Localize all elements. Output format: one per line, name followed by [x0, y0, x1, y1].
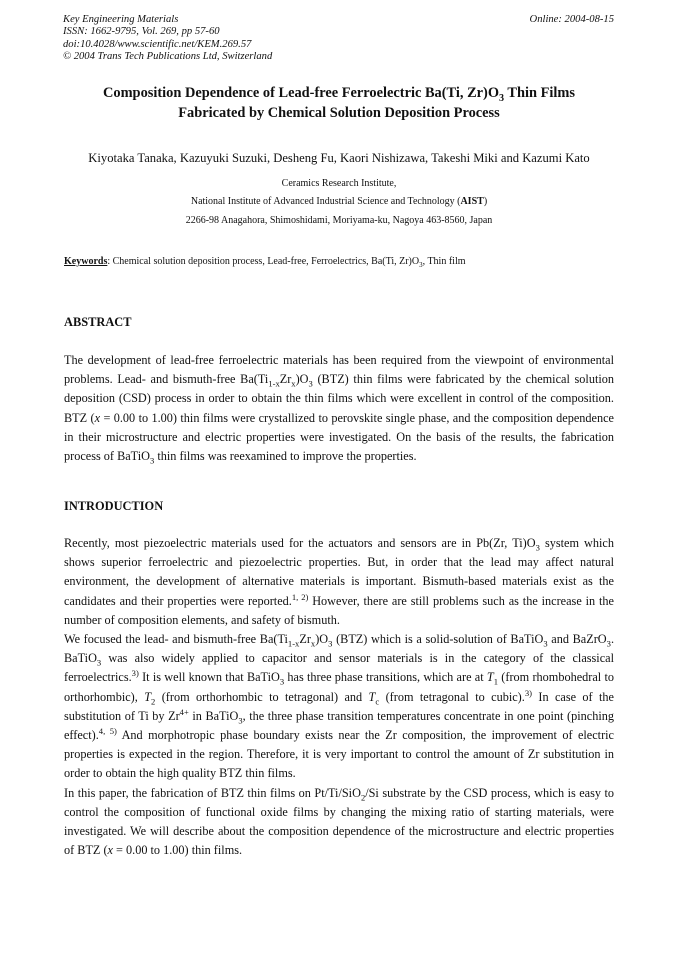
journal-name: Key Engineering Materials — [63, 14, 179, 25]
introduction-text — [64, 534, 614, 860]
copyright-line: © 2004 Trans Tech Publications Ltd, Switzerland — [63, 50, 273, 62]
issn-line: ISSN: 1662-9795, Vol. 269, pp 57-60 — [63, 26, 220, 38]
keywords-label: Keywords — [64, 256, 108, 267]
intro-paragraph-3: In this paper, the fabrication of BTZ thin films on Pt/Ti/SiO$_2$/Si substrate by the CSD process, which is easy to control the composition of functional oxide films by changing the mixing ratio of starting materials, were investigated. We will describe about the composition dependence of the microstructure and electric properties of BTZ (x = 0.00 to 1.00) thin films. — [64, 785, 614, 858]
abstract-text: The development of lead-free ferroelectric materials has been required from the viewpoint of environmental problems. Lead- and bismuth-free $Ba(Ti_{1-x}Zr_x)O_3$ (BTZ) thin films were fabricated by the chemical solution deposition (CSD) process in order to obtain the thin films which were excellent in control of the composition. BTZ (x = 0.00 to 1.00) thin films were crystallized to perovskite single phase, and the composition dependence in their microstructure and electric properties were investigated. On the basis of the results, the fabrication process of BaTiO$_3$ thin films was reexamined to improve the properties. — [64, 353, 615, 466]
keywords-line: Keywords: Chemical solution deposition process, Lead-free, Ferroelectrics, Ba(Ti, $Zr)O_3$, Thin film — [64, 256, 466, 269]
author-list: Kiyotaka Tanaka, Kazuyuki Suzuki, Desheng Fu, Kaori Nishizawa, Takeshi Miki and Kazumi Kato — [88, 151, 590, 165]
introduction-heading: INTRODUCTION — [64, 499, 164, 513]
abstract-heading: ABSTRACT — [64, 315, 132, 329]
journal-header — [63, 14, 614, 63]
intro-paragraph-1: Recently, most piezoelectric materials used for the actuators and sensors are in Pb(Zr, $Ti)O_3$ system which shows superior ferroelectric and piezoelectric properties. But, in order that the lead may affect natural environment, the development of alternative materials is important. Bismuth-based materials exist as the candidates and their properties were reported.$^{1, 2)}$ However, there are still problems such as the increase in the number of composition elements, and safety of bismuth. — [64, 536, 614, 627]
paper-title: Composition Dependence of Lead-free Ferroelectric Ba(Ti, $Zr)O_3$ Thin Films Fabricated by Chemical Solution Deposition Process — [102, 85, 576, 121]
affiliation-line-2: National Institute of Advanced Industrial Science and Technology (AIST) — [190, 196, 488, 207]
affiliation-line-1: Ceramics Research Institute, — [281, 178, 397, 189]
online-date: Online: 2004-08-15 — [529, 14, 614, 25]
intro-paragraph-2: We focused the lead- and bismuth-free $Ba(Ti_{1-x}Zr_x)O_3$ (BTZ) which is a solid-solution of BaTiO$_3$ and BaZrO$_3$. BaTiO$_3$ was also widely applied to capacitor and sensor materials is in the category of the classical ferroelectrics.$^{3)}$ It is well known that BaTiO$_3$ has three phase transitions, which are at $T_1$ (from rhombohedral to orthorhombic), $T_2$ (from orthorhombic to tetragonal) and $T_c$ (from tetragonal to cubic).$^{3)}$ In case of the substitution of Ti by $Zr^{4+}$ in BaTiO$_3$, the three phase transition temperatures concentrate in one point (pinching effect).$^{4, 5)}$ And morphotropic phase boundary exists near the Zr composition, the improvement of electric properties is expected in the region. Therefore, it is very important to control the amount of Zr substitution in order to obtain the high quality BTZ thin films. — [64, 632, 614, 781]
doi-line: doi:10.4028/www.scientific.net/KEM.269.57 — [63, 38, 252, 50]
affiliation-line-3: 2266-98 Anagahora, Shimoshidami, Moriyama-ku, Nagoya 463-8560, Japan — [185, 215, 493, 226]
